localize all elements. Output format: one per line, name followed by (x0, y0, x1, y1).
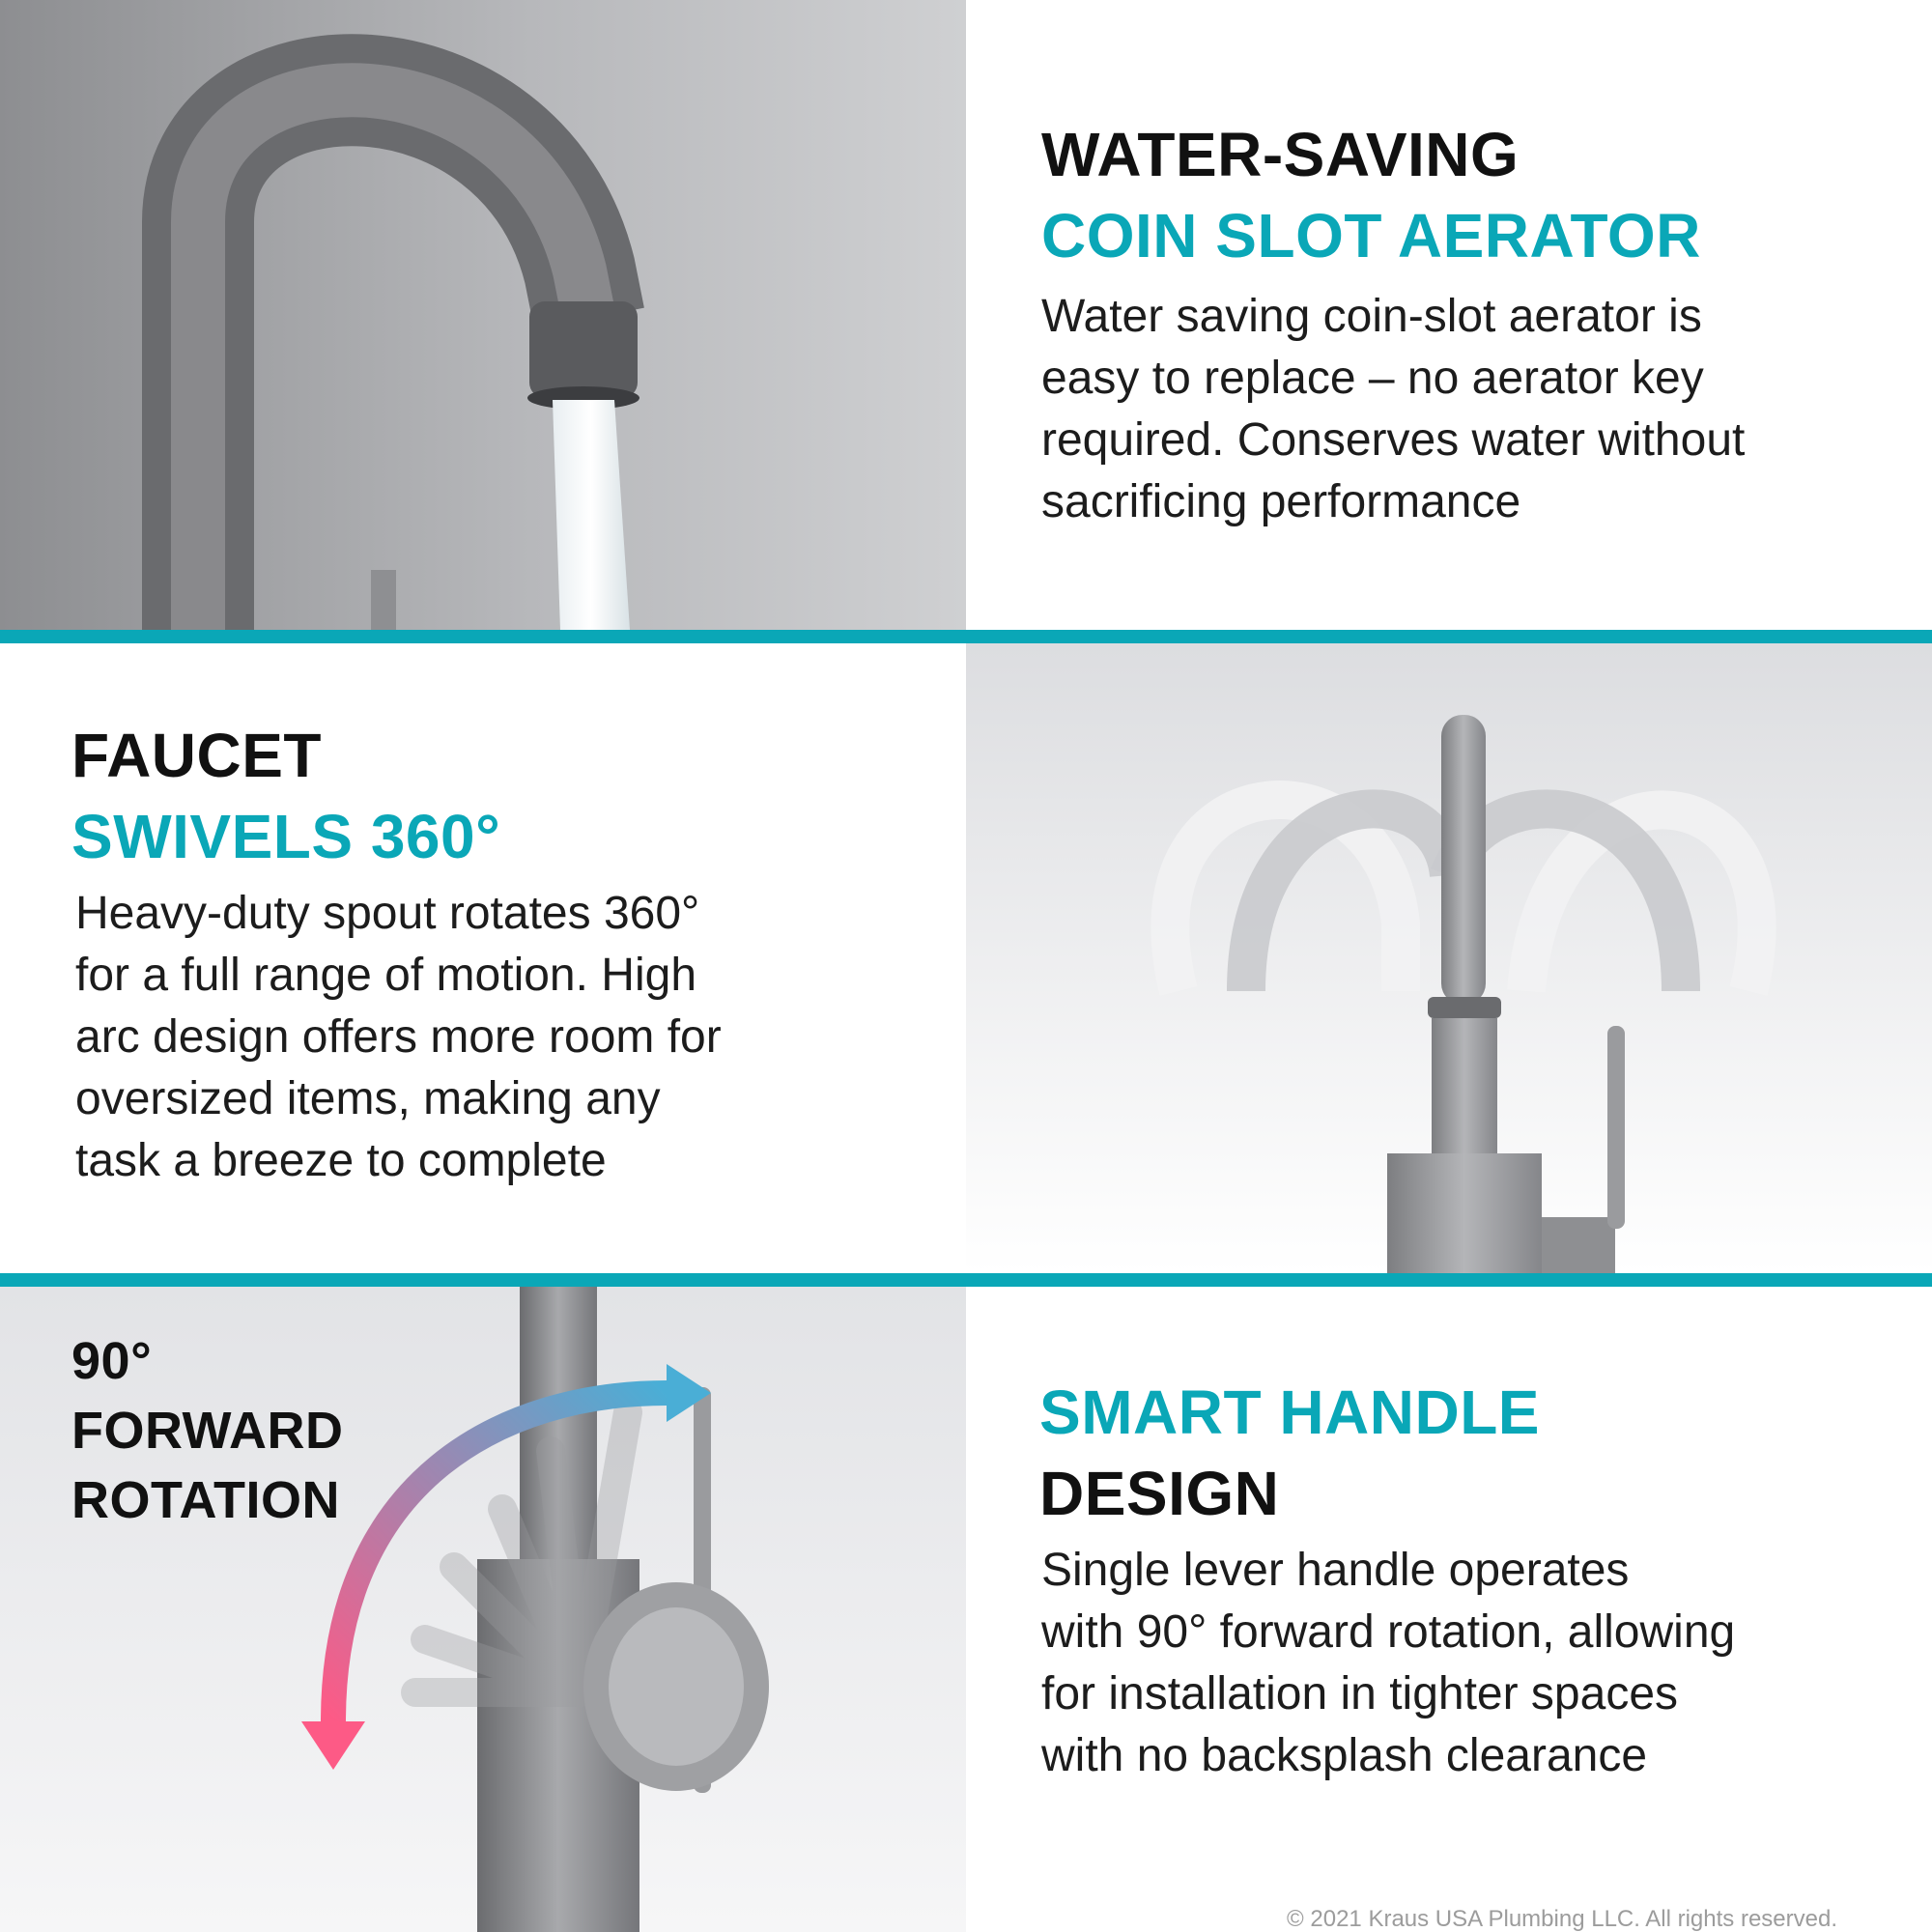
swivel-photo (966, 643, 1932, 1273)
swivel-body-line: oversized items, making any (75, 1073, 661, 1124)
handle-heading-line2: DESIGN (1039, 1459, 1280, 1528)
aerator-body-line: required. Conserves water without (1041, 414, 1746, 466)
handle-heading-line1: SMART HANDLE (1039, 1378, 1540, 1447)
handle-body-line: with 90° forward rotation, allowing (1041, 1606, 1736, 1658)
aerator-body-line: easy to replace – no aerator key (1041, 353, 1704, 404)
handle-body-line: for installation in tighter spaces (1041, 1668, 1679, 1719)
swivel-heading-line2: SWIVELS 360° (71, 802, 501, 871)
section-divider (0, 1273, 1932, 1287)
aerator-heading-line1: WATER-SAVING (1041, 120, 1520, 189)
rotation-label-line: FORWARD (71, 1402, 344, 1460)
handle-body-line: Single lever handle operates (1041, 1545, 1630, 1596)
handle-body-line: with no backsplash clearance (1041, 1730, 1648, 1781)
swivel-body-line: Heavy-duty spout rotates 360° (75, 888, 700, 939)
section-divider (0, 630, 1932, 643)
swivel-body-line: task a breeze to complete (75, 1135, 607, 1186)
swivel-body-line: for a full range of motion. High (75, 950, 697, 1001)
swivel-body-line: arc design offers more room for (75, 1011, 722, 1063)
rotation-label-line: ROTATION (71, 1471, 340, 1529)
aerator-body-line: sacrificing performance (1041, 476, 1521, 527)
aerator-heading-line2: COIN SLOT AERATOR (1041, 201, 1701, 270)
aerator-photo (0, 0, 966, 630)
rotation-label-line: 90° (71, 1332, 153, 1390)
swivel-heading-line1: FAUCET (71, 721, 322, 790)
aerator-body-line: Water saving coin-slot aerator is (1041, 291, 1702, 342)
copyright-notice: © 2021 Kraus USA Plumbing LLC. All rights reserved. (1287, 1906, 1837, 1932)
